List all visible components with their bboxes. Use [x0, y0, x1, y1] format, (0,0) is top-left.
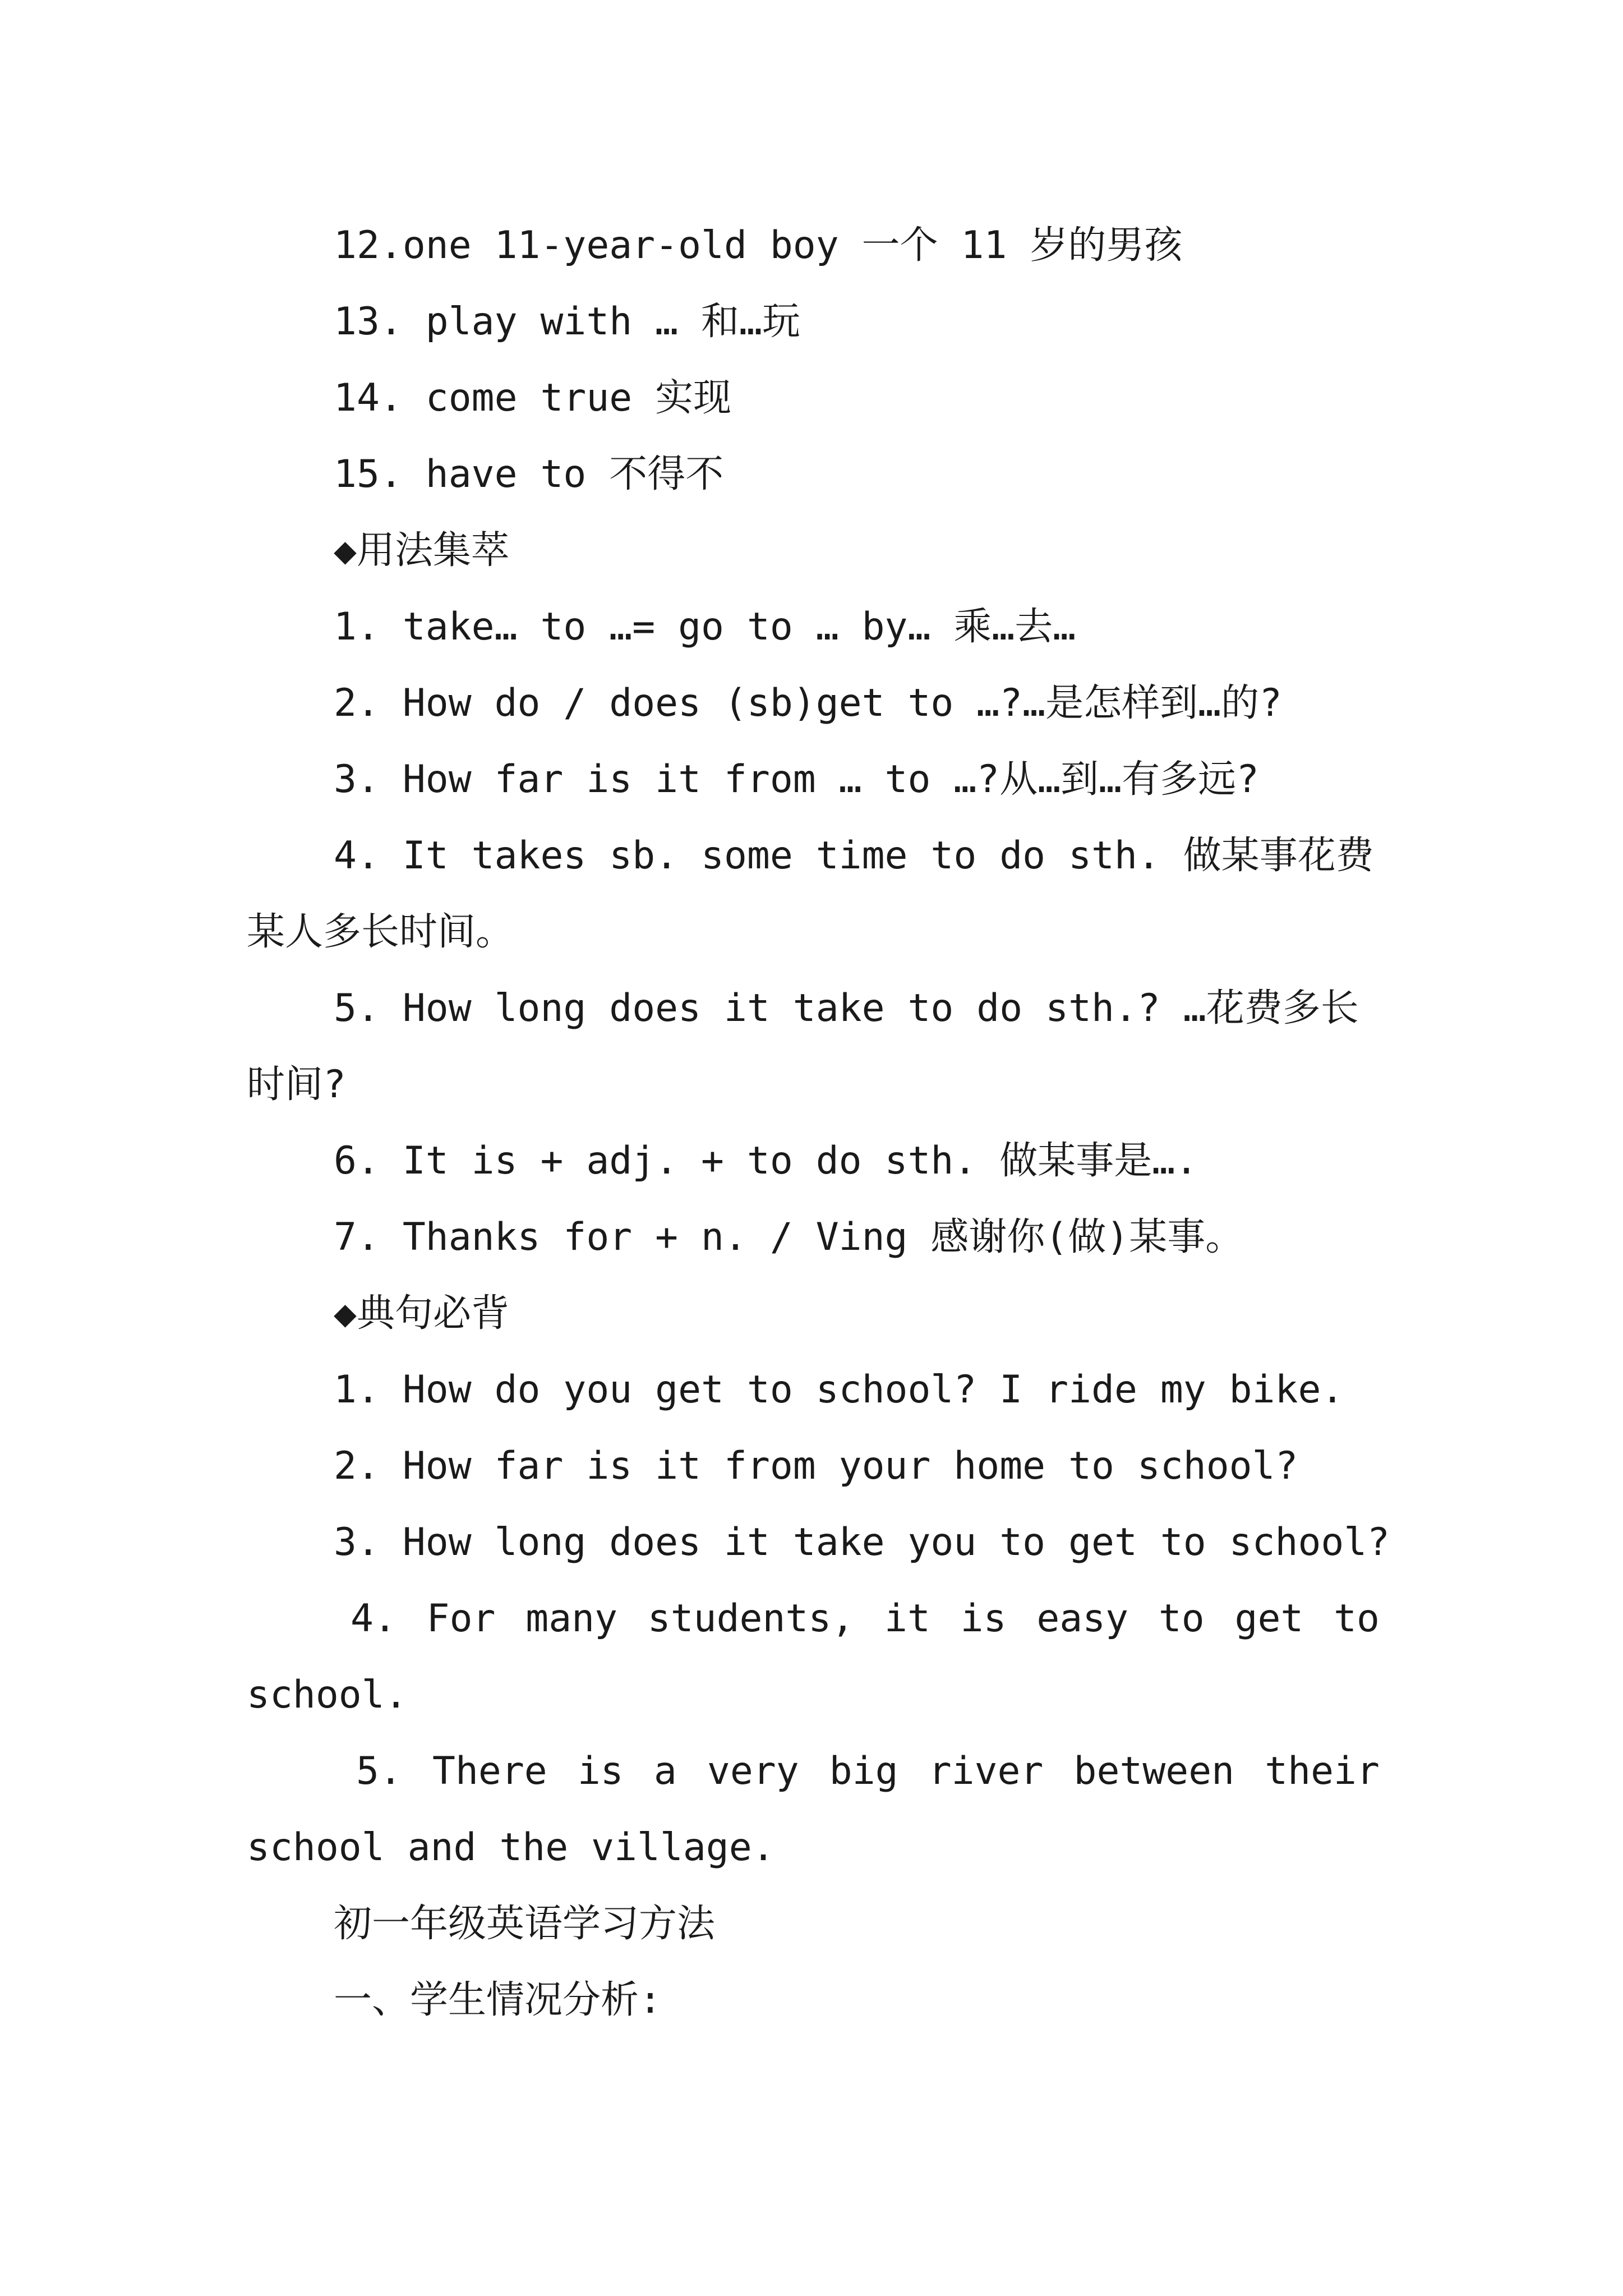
word: easy: [1036, 1596, 1129, 1641]
sentence-item-1: 1. How do you get to school? I ride my bike.: [334, 1368, 1344, 1412]
word: For: [426, 1596, 496, 1641]
vocab-item-14: 14. come true 实现: [334, 376, 732, 420]
word: very: [707, 1749, 799, 1793]
sentence-item-3: 3. How long does it take you to get to school?: [334, 1520, 1390, 1565]
usage-item-7: 7. Thanks for + n. / Ving 感谢你(做)某事。: [334, 1215, 1244, 1259]
vocab-item-15: 15. have to 不得不: [334, 452, 724, 496]
article-title: 初一年级英语学习方法: [334, 1902, 716, 1946]
usage-item-3: 3. How far is it from … to …?从…到…有多远?: [334, 757, 1260, 802]
word: many: [525, 1596, 618, 1641]
sentence-item-2: 2. How far is it from your home to school?: [334, 1444, 1298, 1488]
word: big: [829, 1749, 898, 1793]
word: 5.: [356, 1749, 402, 1793]
usage-item-1: 1. take… to …= go to … by… 乘…去…: [334, 605, 1076, 649]
document-body: [247, 208, 1390, 2039]
word: a: [653, 1749, 677, 1793]
usage-item-5-continued: 时间?: [247, 1062, 346, 1107]
word: between: [1073, 1749, 1235, 1793]
word: to: [1334, 1596, 1380, 1641]
sentence-item-4-continued: school.: [247, 1673, 408, 1717]
sentence-item-5: [247, 1733, 1380, 1810]
usage-item-6: 6. It is + adj. + to do sth. 做某事是….: [334, 1139, 1198, 1183]
word: is: [577, 1749, 624, 1793]
article-section-heading: 一、学生情况分析:: [334, 1978, 662, 2022]
section-heading-key-sentences: ◆典句必背: [334, 1291, 509, 1336]
section-heading-usage: ◆用法集萃: [334, 528, 509, 573]
vocab-item-12: 12.one 11-year-old boy 一个 11 岁的男孩: [334, 223, 1183, 268]
usage-item-5: 5. How long does it take to do sth.? …花费多长: [334, 986, 1359, 1030]
usage-item-2: 2. How do / does (sb)get to …?…是怎样到…的?: [334, 681, 1283, 725]
sentence-item-4: [247, 1581, 1380, 1657]
usage-item-4-continued: 某人多长时间。: [247, 910, 514, 954]
word: their: [1265, 1749, 1380, 1793]
word: it: [884, 1596, 930, 1641]
sentence-item-5-continued: school and the village.: [247, 1825, 775, 1870]
word: river: [928, 1749, 1044, 1793]
vocab-item-13: 13. play with … 和…玩: [334, 300, 800, 344]
word: There: [432, 1749, 547, 1793]
word: students,: [647, 1596, 855, 1641]
word: to: [1158, 1596, 1205, 1641]
word: is: [960, 1596, 1007, 1641]
word: 4.: [351, 1596, 396, 1641]
usage-item-4: 4. It takes sb. some time to do sth. 做某事花费: [334, 834, 1374, 878]
word: get: [1234, 1596, 1304, 1641]
